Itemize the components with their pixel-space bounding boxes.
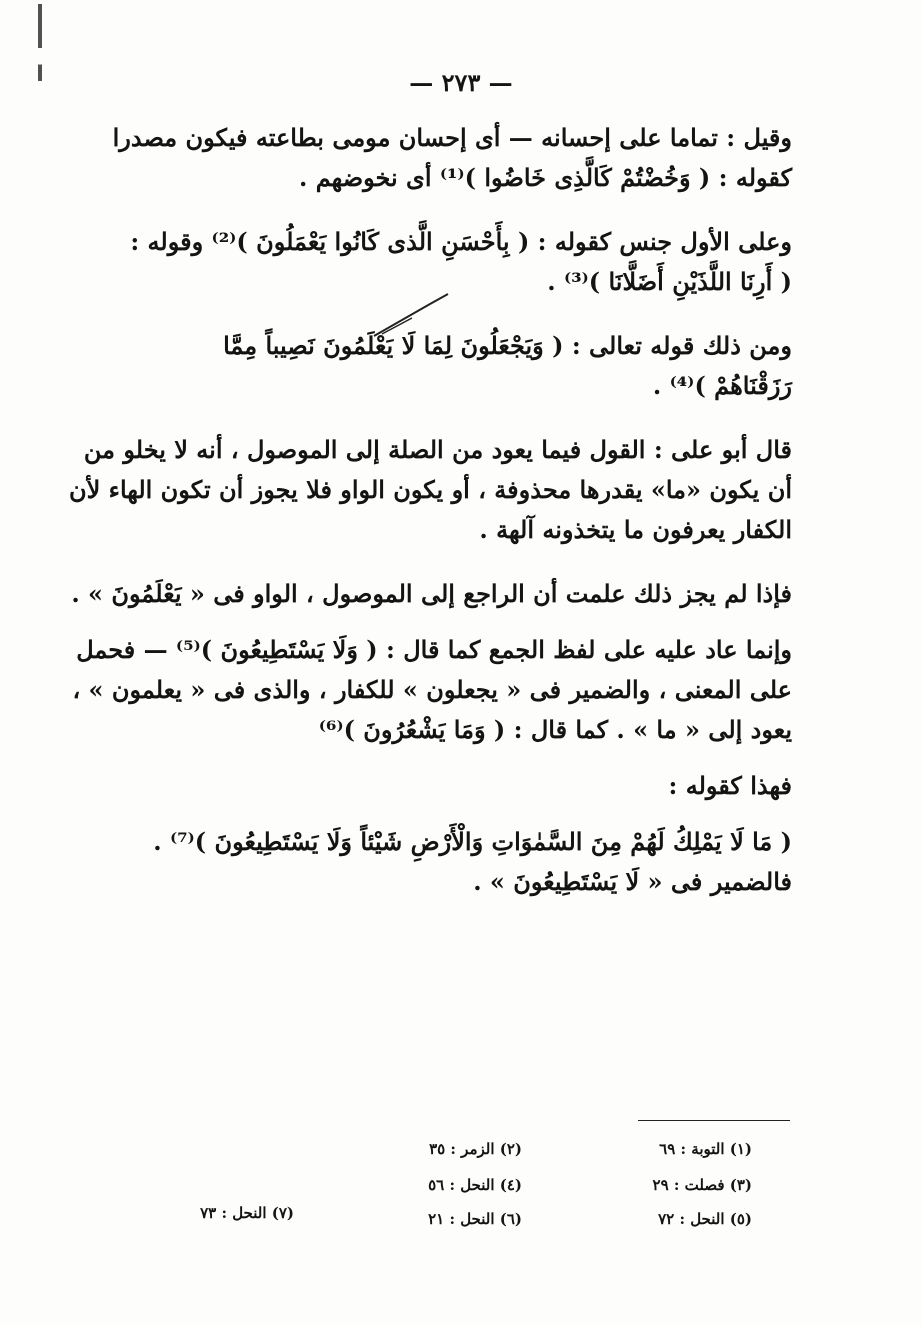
text-line: رَزَقْنَاهُمْ )⁽⁴⁾ . [652, 371, 792, 400]
text-line: وإنما عاد عليه على لفظ الجمع كما قال : ( وَلَا يَسْتَطِيعُونَ )⁽⁵⁾ — فحمل [76, 635, 792, 664]
text-line: الكفار يعرفون ما يتخذونه آلهة . [479, 515, 792, 544]
footnote-4: (٤) النحل : ٥٦ [428, 1176, 522, 1194]
footnote-2: (٢) الزمر : ٣٥ [429, 1140, 522, 1158]
footnote-3: (٣) فصلت : ٢٩ [652, 1176, 752, 1194]
text-line: ( مَا لَا يَمْلِكُ لَهُمْ مِنَ السَّمٰوَاتِ وَالْأَرْضِ شَيْئاً وَلَا يَسْتَطِيعُونَ )⁽⁷⁾ . [153, 827, 792, 856]
text-line: وعلى الأول جنس كقوله : ( بِأَحْسَنِ الَّذى كَانُوا يَعْمَلُونَ )⁽²⁾ وقوله : [130, 227, 792, 256]
paragraph-3 [130, 326, 792, 406]
footnote-1: (١) التوبة : ٦٩ [659, 1140, 752, 1158]
text-line: فالضمير فى « لَا يَسْتَطِيعُونَ » . [473, 867, 792, 896]
paragraph-7 [130, 766, 792, 806]
footnote-5: (٥) النحل : ٧٢ [658, 1210, 752, 1228]
paragraph-8 [130, 822, 792, 902]
text-line: كقوله : ( وَخُضْتُمْ كَالَّذِى خَاضُوا )⁽¹⁾ أى نخوضهم . [298, 163, 792, 192]
text-line: يعود إلى « ما » . كما قال : ( وَمَا يَشْعُرُونَ )⁽⁶⁾ [318, 715, 792, 744]
text-line: قال أبو على : القول فيما يعود من الصلة إلى الموصول ، أنه لا يخلو من [83, 435, 792, 464]
footnotes [0, 1136, 922, 1246]
paragraph-2 [130, 222, 792, 302]
text-line: على المعنى ، والضمير فى « يجعلون » للكفار ، والذى فى « يعلمون » ، [72, 675, 792, 704]
paragraph-1 [112, 118, 792, 198]
text-line: ( أَرِنَا اللَّذَيْنِ أَضَلَّانَا )⁽³⁾ . [547, 267, 792, 296]
binding-margin-mark [38, 4, 42, 114]
footnote-7: (٧) النحل : ٧٣ [200, 1204, 294, 1222]
paragraph-6 [72, 630, 792, 750]
page-number: — ٢٧٣ — [409, 68, 513, 97]
paragraph-4 [69, 430, 792, 550]
text-line: ومن ذلك قوله تعالى : ( وَيَجْعَلُونَ لِمَا لَا يَعْلَمُونَ نَصِيباً مِمَّا [223, 331, 792, 360]
text-line: أن يكون «ما» يقدرها محذوفة ، أو يكون الواو فلا يجوز أن تكون الهاء لأن [69, 475, 792, 504]
text-line: وقيل : تماما على إحسانه — أى إحسان مومى بطاعته فيكون مصدرا [112, 123, 792, 152]
main-text [69, 118, 792, 926]
text-line: فإذا لم يجز ذلك علمت أن الراجع إلى الموصول ، الواو فى « يَعْلَمُونَ » . [71, 579, 792, 608]
text-line: فهذا كقوله : [668, 771, 792, 800]
footnote-6: (٦) النحل : ٢١ [428, 1210, 522, 1228]
footnote-separator [638, 1120, 790, 1121]
paragraph-5 [71, 574, 792, 614]
